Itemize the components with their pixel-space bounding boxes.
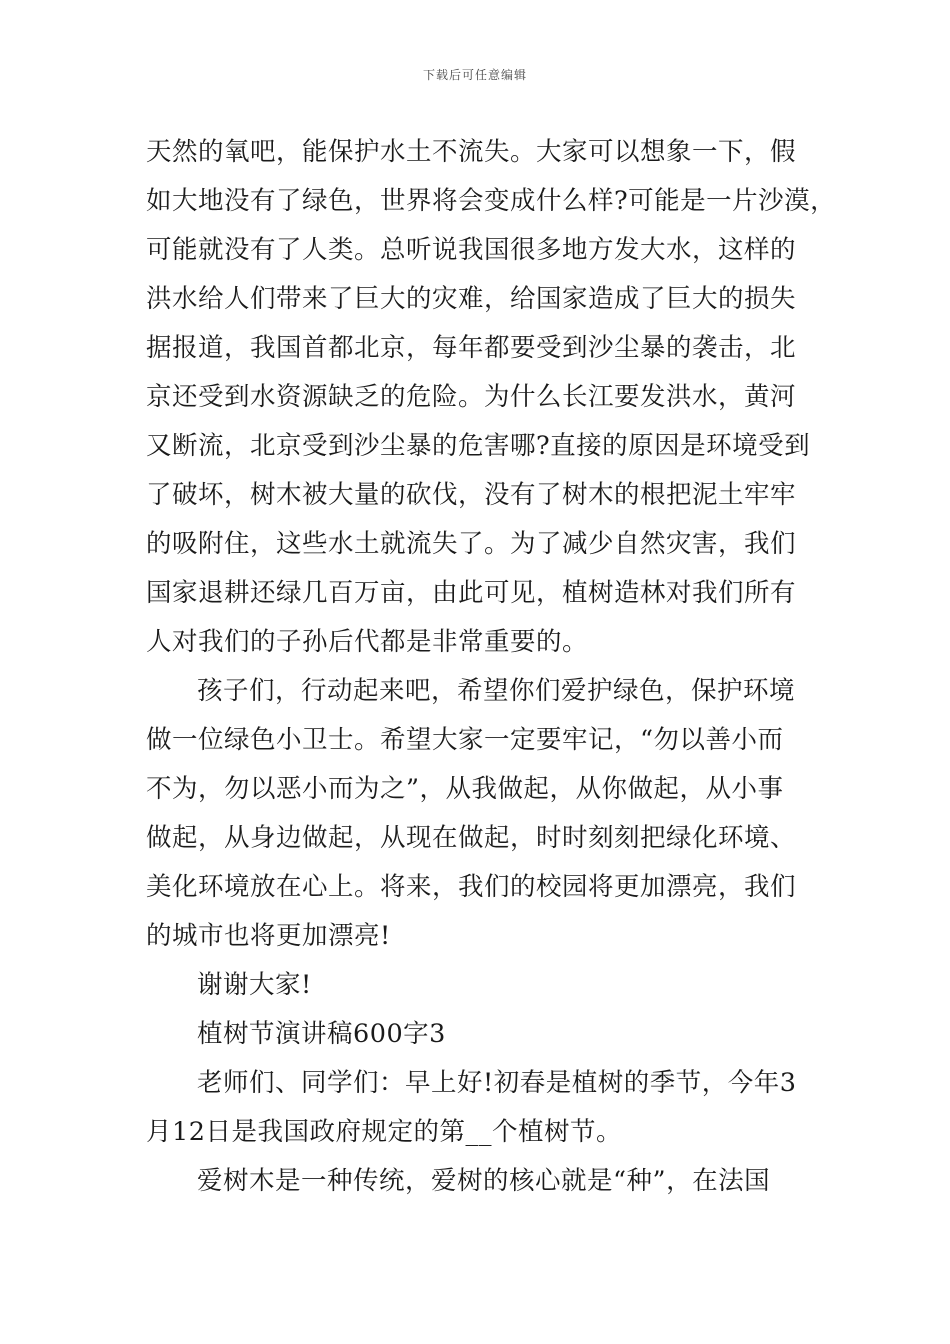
text-line: 洪水给人们带来了巨大的灾难，给国家造成了巨大的损失 bbox=[146, 284, 797, 314]
text-line: 爱树木是一种传统，爱树的核心就是“种”，在法国 bbox=[197, 1166, 771, 1196]
text-line: 植树节演讲稿600字3 bbox=[197, 1019, 446, 1049]
text-line: 孩子们，行动起来吧，希望你们爱护绿色，保护环境 bbox=[197, 676, 796, 706]
text-line: 美化环境放在心上。将来，我们的校园将更加漂亮，我们 bbox=[146, 872, 797, 902]
page-header: 下载后可任意编辑 bbox=[422, 68, 527, 82]
text-line: 了破坏，树木被大量的砍伐，没有了树木的根把泥土牢牢 bbox=[146, 480, 797, 510]
text-line: 国家退耕还绿几百万亩，由此可见，植树造林对我们所有 bbox=[146, 578, 797, 608]
text-line: 据报道，我国首都北京，每年都要受到沙尘暴的袭击，北 bbox=[146, 333, 797, 363]
text-line: 老师们、同学们：早上好!初春是植树的季节，今年3 bbox=[197, 1068, 797, 1098]
text-line: 如大地没有了绿色，世界将会变成什么样?可能是一片沙漠， bbox=[146, 186, 837, 216]
text-line: 谢谢大家! bbox=[197, 970, 312, 1000]
text-line: 月12日是我国政府规定的第__个植树节。 bbox=[146, 1117, 622, 1147]
text-line: 可能就没有了人类。总听说我国很多地方发大水，这样的 bbox=[146, 235, 797, 265]
text-line: 做起，从身边做起，从现在做起，时时刻刻把绿化环境、 bbox=[146, 823, 797, 853]
document-body bbox=[146, 128, 837, 1206]
text-line: 又断流，北京受到沙尘暴的危害哪?直接的原因是环境受到 bbox=[146, 431, 811, 461]
text-line: 不为，勿以恶小而为之”，从我做起，从你做起，从小事 bbox=[146, 774, 784, 804]
text-line: 做一位绿色小卫士。希望大家一定要牢记，“勿以善小而 bbox=[146, 725, 784, 755]
text-line: 天然的氧吧，能保护水土不流失。大家可以想象一下，假 bbox=[146, 137, 797, 167]
text-line: 人对我们的子孙后代都是非常重要的。 bbox=[146, 627, 589, 657]
text-line: 的城市也将更加漂亮! bbox=[146, 921, 391, 951]
text-line: 的吸附住，这些水土就流失了。为了减少自然灾害，我们 bbox=[146, 529, 797, 559]
text-line: 京还受到水资源缺乏的危险。为什么长江要发洪水，黄河 bbox=[146, 382, 797, 412]
